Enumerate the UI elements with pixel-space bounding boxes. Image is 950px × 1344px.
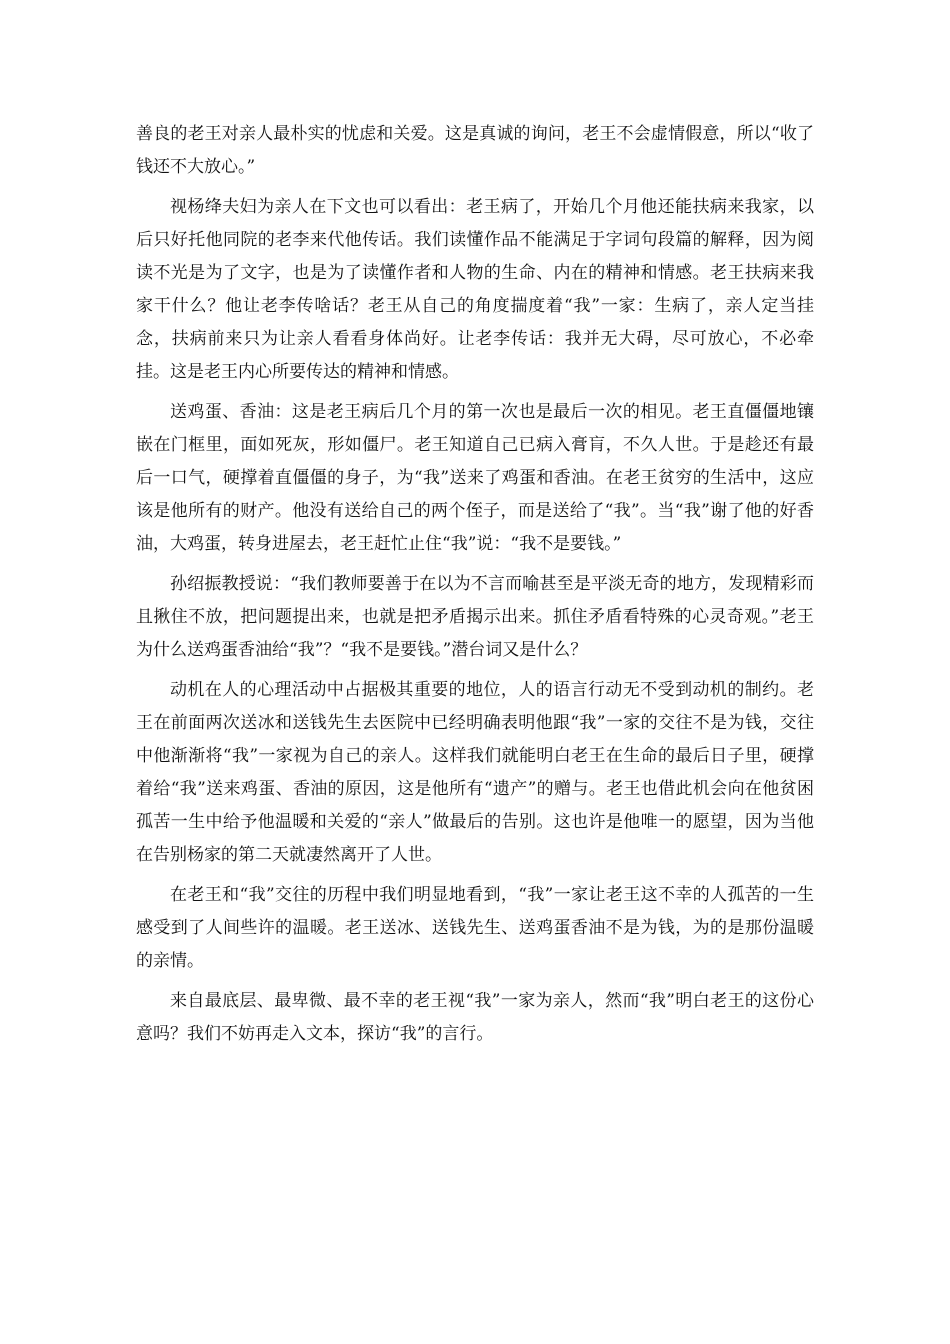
paragraph: 送鸡蛋、香油：这是老王病后几个月的第一次也是最后一次的相见。老王直僵僵地镶嵌在门框里，面如死灰，形如僵尸。老王知道自己已病入膏肓，不久人世。于是趁还有最后一口气，硬撑着直僵僵的身子，为“我”送来了鸡蛋和香油。在老王贫穷的生活中，这应该是他所有的财产。他没有送给自己的两个侄子，而是送给了“我”。当“我”谢了他的好香油，大鸡蛋，转身进屋去，老王赶忙止住“我”说：“我不是要钱。” <box>136 402 814 554</box>
paragraph: 动机在人的心理活动中占据极其重要的地位，人的语言行动无不受到动机的制约。老王在前面两次送冰和送钱先生去医院中已经明确表明他跟“我”一家的交往不是为钱，交往中他渐渐将“我”一家视为自己的亲人。这样我们就能明白老王在生命的最后日子里，硬撑着给“我”送来鸡蛋、香油的原因，这是他所有“遗产”的赠与。老王也借此机会向在他贫困孤苦一生中给予他温暖和关爱的“亲人”做最后的告别。这也许是他唯一的愿望，因为当他在告别杨家的第二天就凄然离开了人世。 <box>136 680 814 865</box>
paragraph: 在老王和“我”交往的历程中我们明显地看到，“我”一家让老王这不幸的人孤苦的一生感受到了人间些许的温暖。老王送冰、送钱先生、送鸡蛋香油不是为钱，为的是那份温暖的亲情。 <box>136 885 814 971</box>
paragraph-continuation: 善良的老王对亲人最朴实的忧虑和关爱。这是真诚的询问，老王不会虚情假意，所以“收了钱还不大放心。” <box>136 124 814 177</box>
paragraph: 孙绍振教授说：“我们教师要善于在以为不言而喻甚至是平淡无奇的地方，发现精彩而且揪住不放，把问题提出来，也就是把矛盾揭示出来。抓住矛盾看特殊的心灵奇观。”老王为什么送鸡蛋香油给“我”？“我不是要钱。”潜台词又是什么？ <box>136 574 814 660</box>
paragraph: 来自最底层、最卑微、最不幸的老王视“我”一家为亲人，然而“我”明白老王的这份心意吗？我们不妨再走入文本，探访“我”的言行。 <box>136 991 814 1044</box>
document-page <box>136 118 814 1058</box>
paragraph: 视杨绛夫妇为亲人在下文也可以看出：老王病了，开始几个月他还能扶病来我家，以后只好托他同院的老李来代他传话。我们读懂作品不能满足于字词句段篇的解释，因为阅读不光是为了文字，也是为了读懂作者和人物的生命、内在的精神和情感。老王扶病来我家干什么？他让老李传啥话？老王从自己的角度揣度着“我”一家：生病了，亲人定当挂念，扶病前来只为让亲人看看身体尚好。让老李传话：我并无大碍，尽可放心，不必牵挂。这是老王内心所要传达的精神和情感。 <box>136 197 814 382</box>
